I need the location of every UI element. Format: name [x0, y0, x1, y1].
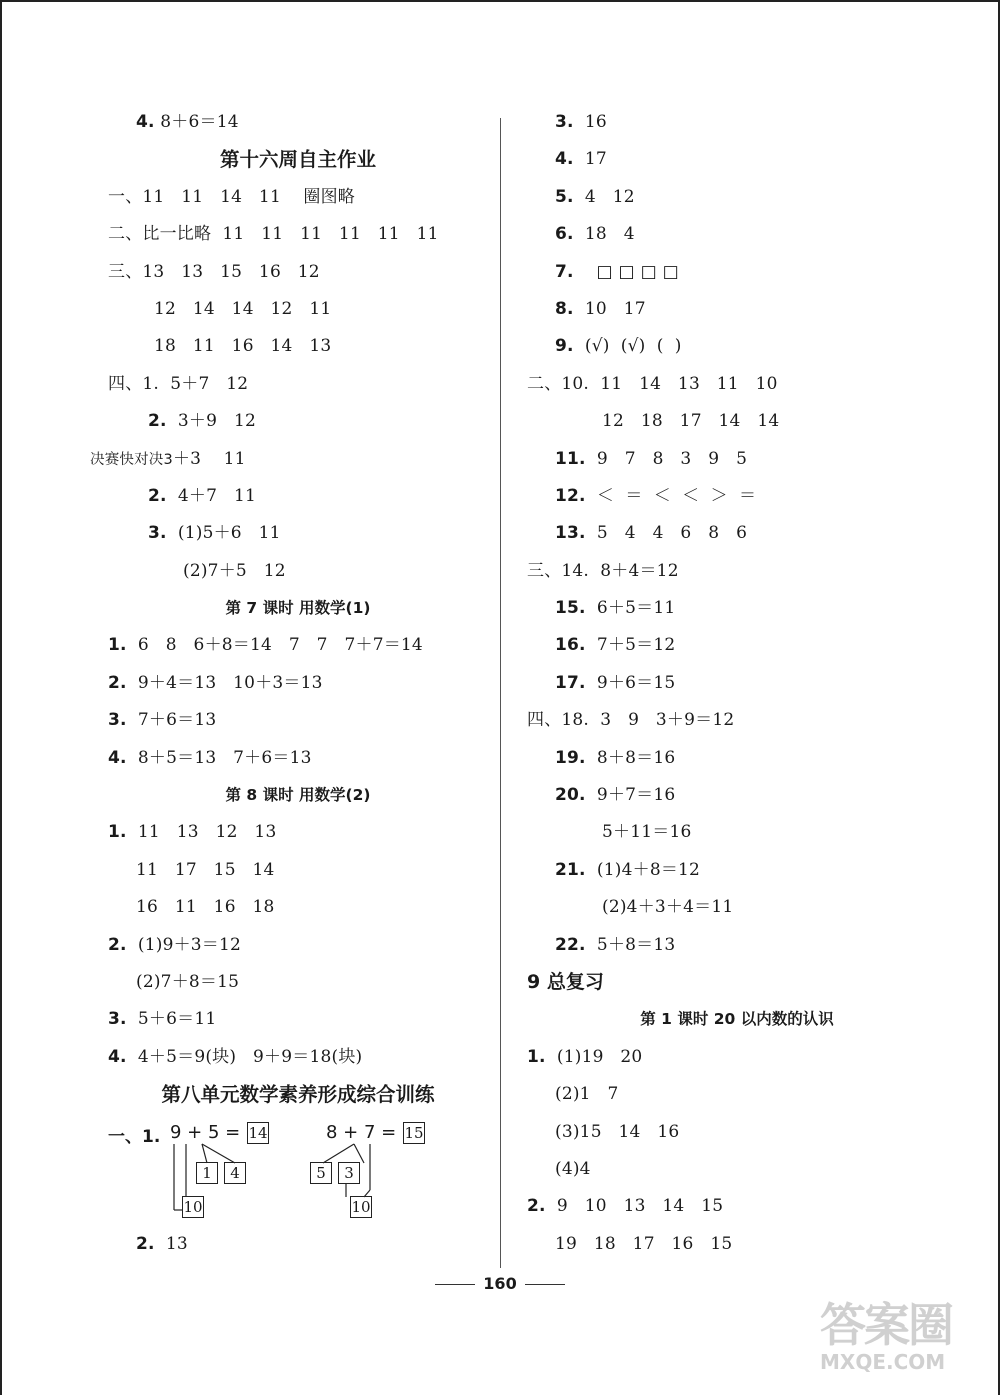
answer-text: 四、18. 3 9 3＋9＝12 [527, 710, 735, 731]
question-number: 1. [108, 635, 127, 656]
part-box: 3 [338, 1162, 360, 1184]
answer-line [527, 291, 947, 328]
answer-text: 12 14 14 12 11 [154, 298, 332, 319]
watermark-top-text: 答案圈 [820, 1298, 952, 1352]
question-number: 15. [555, 598, 586, 619]
answer-text: 一、11 11 14 11 圈图略 [108, 186, 355, 207]
answer-text: 9＋7＝16 [585, 785, 676, 806]
answer-line [527, 478, 947, 515]
answer-text: 三、13 13 15 16 12 [108, 261, 320, 282]
answer-text: 17 [573, 149, 607, 170]
question-number: 3. [148, 523, 167, 544]
answer-text: 8＋6＝14 [154, 112, 239, 132]
column-divider [500, 118, 501, 1268]
answer-text: □□□□ [573, 261, 685, 282]
question-number: 2. [108, 934, 127, 955]
answer-text: (2)7＋5 12 [183, 560, 286, 581]
answer-line [527, 216, 947, 253]
answer-box: 14 [248, 1123, 268, 1142]
answer-text: 4＋5＝9(块) 9＋9＝18(块) [126, 1046, 363, 1067]
answer-text: 8＋8＝16 [585, 747, 676, 768]
answer-text: 8＋5＝13 7＋6＝13 [126, 747, 312, 768]
answer-text: 5 4 4 6 8 6 [585, 523, 748, 544]
answer-line [108, 665, 488, 702]
question-number: 19. [555, 747, 586, 768]
answer-line [108, 515, 488, 552]
lesson-heading: 第 1 课时 20 以内数的认识 [640, 1010, 834, 1029]
answer-line [108, 1039, 488, 1076]
question-number: 2. [527, 1196, 546, 1217]
answer-text: 11 13 12 13 [126, 822, 277, 843]
answer-line [527, 814, 947, 851]
answer-line [527, 1039, 947, 1076]
answer-text: ＜ ＝ ＜ ＜ ＞ ＝ [585, 485, 757, 506]
question-number: 20. [555, 785, 586, 806]
answer-text: 三、14. 8＋4＝12 [527, 560, 679, 581]
answer-line [527, 665, 947, 702]
answer-line [108, 964, 488, 1001]
question-number: 16. [555, 635, 586, 656]
connector-line [323, 1144, 354, 1163]
answer-text: (1)4＋8＝12 [585, 859, 701, 880]
question-number: 3. [108, 1009, 127, 1030]
watermark-logo [820, 1300, 990, 1390]
answer-line [527, 590, 947, 627]
answer-line [527, 927, 947, 964]
answer-text: 9 10 13 14 15 [545, 1196, 724, 1217]
answer-line [108, 478, 488, 515]
question-number: 9. [555, 336, 574, 357]
question-number: 8. [555, 298, 574, 319]
answer-line [527, 515, 947, 552]
question-number: 5. [555, 186, 574, 207]
question-number: 1. [108, 822, 127, 843]
question-number: 6. [555, 224, 574, 245]
answer-line [527, 889, 947, 926]
question-number: 2. [108, 672, 127, 693]
answer-text: (1)9＋3＝12 [126, 934, 242, 955]
section-heading: 第八单元数学素养形成综合训练 [161, 1083, 435, 1107]
watermark-bottom-text: MXQE.COM [820, 1350, 946, 1374]
equation-text: 8 + 7 = [326, 1121, 397, 1143]
answer-line [527, 852, 947, 889]
answer-text: 16 [573, 112, 607, 132]
answer-text: 6 8 6＋8＝14 7 7 7＋7＝14 [126, 635, 423, 656]
answer-text: 4＋7 11 [166, 485, 256, 506]
part-box: 1 [196, 1162, 218, 1184]
answer-line [527, 403, 947, 440]
answer-text: 7＋5＝12 [585, 635, 676, 656]
answer-line [527, 1188, 947, 1225]
answer-line [108, 740, 488, 777]
left-column [90, 104, 488, 1263]
answer-line [527, 740, 947, 777]
answer-text: 7＋6＝13 [126, 710, 217, 731]
frame-left-border [0, 0, 2, 1395]
answer-text: (4)4 [555, 1158, 591, 1179]
answer-text: 9＋6＝15 [585, 672, 676, 693]
answer-text: 4 12 [573, 186, 635, 207]
answer-text: (√) (√) ( ) [573, 336, 682, 357]
connector-line [364, 1190, 370, 1197]
answer-text: 13 [154, 1233, 188, 1254]
answer-line [527, 1076, 947, 1113]
answer-line [527, 1151, 947, 1188]
answer-line [108, 553, 488, 590]
answer-text: 9＋4＝13 10＋3＝13 [126, 672, 323, 693]
equation-text: 9 + 5 = [170, 1121, 241, 1143]
answer-line [108, 814, 488, 851]
answer-line [108, 852, 488, 889]
answer-line [527, 179, 947, 216]
answer-line [90, 441, 488, 478]
answer-text: 11 17 15 14 [136, 859, 275, 880]
answer-line [527, 366, 947, 403]
answer-line [108, 254, 488, 291]
answer-text: (2)4＋3＋4＝11 [602, 897, 734, 918]
total-box: 10 [351, 1197, 371, 1216]
answer-line [527, 553, 947, 590]
answer-line [527, 1114, 947, 1151]
page-number-text: 160 [483, 1274, 517, 1293]
connector-line [354, 1144, 364, 1163]
connector-lines [306, 1114, 446, 1226]
question-number: 1. [527, 1046, 546, 1067]
right-column [527, 104, 947, 1263]
answer-text: (3)15 14 16 [555, 1121, 680, 1142]
answer-text: 6＋5＝11 [585, 598, 676, 619]
answer-text: 3＋9 12 [166, 411, 256, 432]
answer-text: 5＋8＝13 [585, 934, 676, 955]
answer-line [108, 927, 488, 964]
answer-line [527, 328, 947, 365]
answer-line [108, 366, 488, 403]
answer-text: 18 4 [573, 224, 635, 245]
frame-top-border [0, 0, 1000, 2]
answer-line [527, 104, 947, 141]
connector-lines [150, 1114, 290, 1226]
decomposition-diagram [108, 1114, 488, 1226]
question-number: 4. [108, 747, 127, 768]
question-number: 21. [555, 859, 586, 880]
answer-line [527, 702, 947, 739]
section-label: 一、1. [108, 1126, 161, 1147]
answer-line [108, 403, 488, 440]
answer-text: 18 11 16 14 13 [154, 336, 332, 357]
question-number: 22. [555, 934, 586, 955]
question-number: 7. [555, 261, 574, 282]
question-number: 17. [555, 672, 586, 693]
answer-text: 5＋11＝16 [602, 822, 692, 843]
answer-text: 5＋6＝11 [126, 1009, 217, 1030]
answer-text: 9 7 8 3 9 5 [585, 448, 748, 469]
answer-text: (1)19 20 [545, 1046, 643, 1067]
answer-line [108, 889, 488, 926]
connector-line [202, 1144, 235, 1163]
answer-line [527, 441, 947, 478]
answer-line [108, 702, 488, 739]
answer-text: 19 18 17 16 15 [555, 1233, 733, 1254]
answer-text: 四、1. 5＋7 12 [108, 373, 249, 394]
answer-line [108, 328, 488, 365]
answer-text: (2)1 7 [555, 1084, 619, 1105]
section-heading: 第十六周自主作业 [219, 148, 376, 172]
question-number: 3. [555, 112, 574, 132]
answer-line [108, 627, 488, 664]
part-box: 4 [224, 1162, 246, 1184]
question-number: 4. [555, 149, 574, 170]
answer-text: 二、比一比略 11 11 11 11 11 11 [108, 224, 439, 245]
question-number: 11. [555, 448, 586, 469]
answer-text: ＋3 11 [172, 448, 246, 469]
answer-line [108, 1001, 488, 1038]
answer-line [108, 216, 488, 253]
answer-text: 16 11 16 18 [136, 897, 275, 918]
answer-line [108, 104, 488, 141]
lesson-heading: 第 8 课时 用数学(2) [225, 786, 371, 805]
answer-text: 10 17 [573, 298, 646, 319]
answer-line [108, 179, 488, 216]
answer-line [527, 254, 947, 291]
answer-line [527, 1226, 947, 1263]
stamp-text: 决赛快对决3 [90, 451, 173, 468]
answer-text: (2)7＋8＝15 [136, 971, 240, 992]
lesson-heading: 第 7 课时 用数学(1) [225, 599, 371, 618]
answer-text: 12 18 17 14 14 [602, 411, 780, 432]
question-number: 13. [555, 523, 586, 544]
answer-text: (1)5＋6 11 [166, 523, 281, 544]
page-number [0, 1274, 1000, 1293]
answer-line [527, 141, 947, 178]
part-box: 5 [310, 1162, 332, 1184]
answer-line [527, 627, 947, 664]
question-number: 4. [136, 112, 155, 132]
answer-box: 15 [404, 1123, 424, 1142]
answer-line [527, 777, 947, 814]
question-number: 4. [108, 1046, 127, 1067]
answer-text: 二、10. 11 14 13 11 10 [527, 373, 778, 394]
question-number: 2. [136, 1233, 155, 1254]
question-number: 2. [148, 411, 167, 432]
chapter-heading: 9 总复习 [527, 970, 604, 993]
answer-line [108, 1226, 488, 1263]
question-number: 2. [148, 485, 167, 506]
total-box: 10 [183, 1197, 203, 1216]
question-number: 3. [108, 710, 127, 731]
question-number: 12. [555, 485, 586, 506]
answer-line [108, 291, 488, 328]
